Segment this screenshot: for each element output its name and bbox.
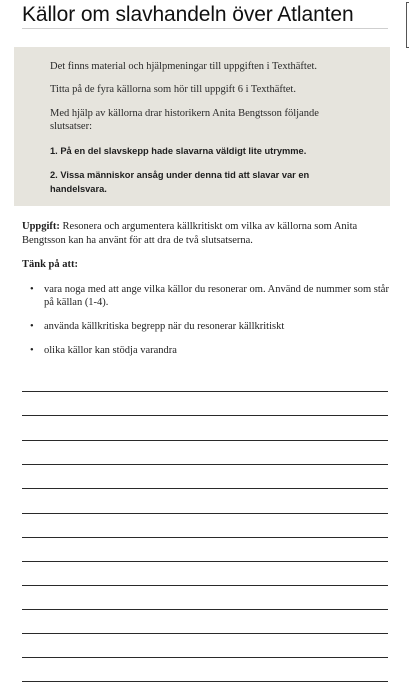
info-line-conclusions-intro: Med hjälp av källorna drar historikern Anita Bengtsson följande slutsatser: <box>50 108 319 132</box>
conclusion-1: 1. På en del slavskepp hade slavarna väldigt lite utrymme. <box>50 146 307 156</box>
list-item-text: använda källkritiska begrepp när du resonerar källkritiskt <box>44 321 285 332</box>
conclusion-2: 2. Vissa människor ansåg under denna tid att slavar var en handelsvara. <box>50 170 310 194</box>
bullet-icon: • <box>30 284 34 295</box>
info-line-material: Det finns material och hjälpmeningar till uppgiften i Texthäftet. <box>50 61 318 72</box>
answer-line <box>22 585 388 586</box>
list-item <box>30 320 392 333</box>
info-line-sources: Titta på de fyra källorna som hör till uppgift 6 i Texthäftet. <box>50 84 296 95</box>
answer-line <box>22 440 388 441</box>
answer-line <box>22 633 388 634</box>
task-paragraph <box>22 220 392 247</box>
list-item-text: vara noga med att ange vilka källor du resonerar om. Använd de nummer som står på källan (1-4). <box>44 284 389 308</box>
answer-line <box>22 488 388 489</box>
bullet-icon: • <box>30 345 34 356</box>
list-item <box>30 283 392 309</box>
list-item <box>30 344 392 357</box>
page-title: Källor om slavhandeln över Atlanten <box>22 3 354 26</box>
think-heading: Tänk på att: <box>22 259 79 270</box>
answer-line <box>22 681 388 682</box>
answer-line <box>22 415 388 416</box>
answer-line <box>22 537 388 538</box>
task-text: Resonera och argumentera källkritiskt om vilka av källorna som Anita Bengtsson kan ha använt för att dra de två slutsatserna. <box>22 221 358 246</box>
list-item-text: olika källor kan stödja varandra <box>44 345 177 356</box>
title-divider <box>22 28 388 29</box>
bullet-icon: • <box>30 321 34 332</box>
think-list <box>30 283 392 368</box>
info-box <box>14 47 390 206</box>
answer-line <box>22 464 388 465</box>
answer-line <box>22 657 388 658</box>
answer-line <box>22 609 388 610</box>
answer-line <box>22 391 388 392</box>
answer-line <box>22 561 388 562</box>
answer-line <box>22 513 388 514</box>
task-label: Uppgift: <box>22 221 60 232</box>
